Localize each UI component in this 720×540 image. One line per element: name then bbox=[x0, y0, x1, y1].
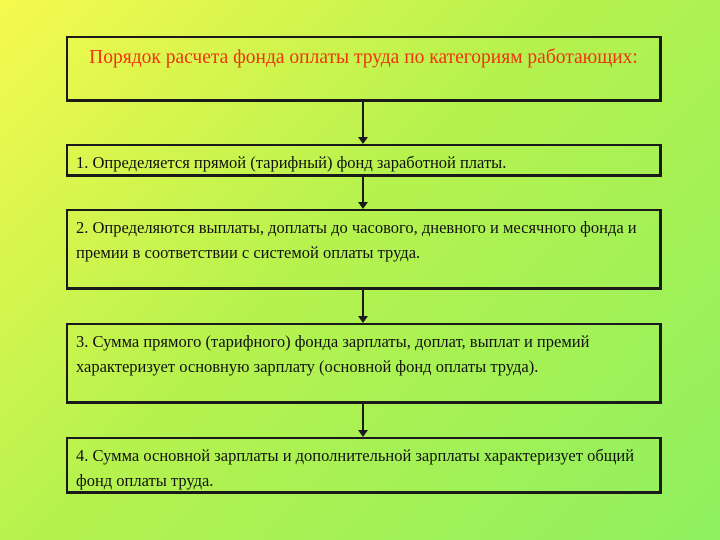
step-box-1 bbox=[66, 144, 662, 177]
step-text-2: 2. Определяются выплаты, доплаты до часового, дневного и месячного фонда и премии в соответствии с системой оплаты труда. bbox=[76, 218, 637, 262]
connector-arrow-1 bbox=[362, 102, 364, 138]
diagram-title: Порядок расчета фонда оплаты труда по категориям работающих: bbox=[89, 47, 638, 68]
connector-arrowhead-2 bbox=[358, 202, 368, 209]
connector-arrowhead-1 bbox=[358, 137, 368, 144]
step-box-2 bbox=[66, 209, 662, 290]
connector-arrowhead-4 bbox=[358, 430, 368, 437]
step-text-4: 4. Сумма основной зарплаты и дополнительной зарплаты характеризует общий фонд оплаты труда. bbox=[76, 446, 635, 490]
connector-arrowhead-3 bbox=[358, 316, 368, 323]
connector-arrow-4 bbox=[362, 404, 364, 431]
diagram-title-box bbox=[66, 36, 662, 102]
connector-arrow-2 bbox=[362, 177, 364, 203]
step-text-3: 3. Сумма прямого (тарифного) фонда зарплаты, доплат, выплат и премий характеризует основную зарплату (основной фонд оплаты труда). bbox=[76, 332, 590, 376]
connector-arrow-3 bbox=[362, 290, 364, 317]
step-box-3 bbox=[66, 323, 662, 404]
step-box-4 bbox=[66, 437, 662, 494]
step-text-1: 1. Определяется прямой (тарифный) фонд заработной платы. bbox=[76, 153, 507, 172]
